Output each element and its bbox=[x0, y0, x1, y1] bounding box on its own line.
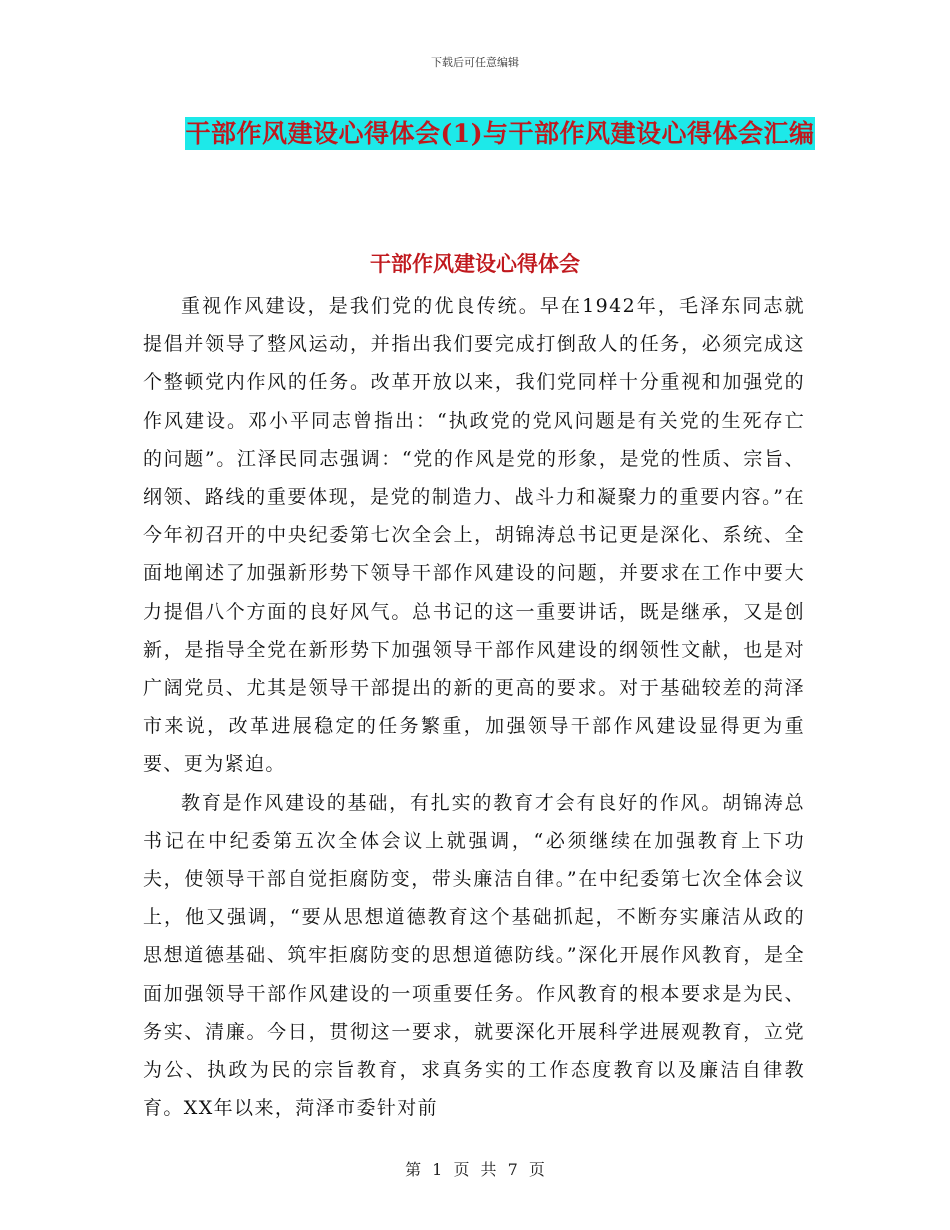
section-title: 干部作风建设心得体会 bbox=[370, 251, 580, 276]
document-title bbox=[150, 110, 850, 158]
body-text bbox=[143, 287, 805, 1127]
document-title-text: 干部作风建设心得体会(1)与干部作风建设心得体会汇编 bbox=[185, 119, 815, 148]
header-note: 下载后可任意编辑 bbox=[431, 56, 519, 69]
page-footer: 第 1 页 共 7 页 bbox=[405, 1160, 545, 1179]
paragraph: 教育是作风建设的基础，有扎实的教育才会有良好的作风。胡锦涛总书记在中纪委第五次全体会议上就强调，“必须继续在加强教育上下功夫，使领导干部自觉拒腐防变，带头廉洁自律。”在中纪委第七次全体会议上，他又强调，“要从思想道德教育这个基础抓起，不断夯实廉洁从政的思想道德基础、筑牢拒腐防变的思想道德防线。”深化开展作风教育，是全面加强领导干部作风建设的一项重要任务。作风教育的根本要求是为民、务实、清廉。今日，贯彻这一要求，就要深化开展科学进展观教育，立党为公、执政为民的宗旨教育，求真务实的工作态度教育以及廉洁自律教育。XX年以来，菏泽市委针对前 bbox=[143, 791, 805, 1120]
paragraph: 重视作风建设，是我们党的优良传统。早在1942年，毛泽东同志就提倡并领导了整风运动，并指出我们要完成打倒敌人的任务，必须完成这个整顿党内作风的任务。改革开放以来，我们党同样十分重视和加强党的作风建设。邓小平同志曾指出：“执政党的党风问题是有关党的生死存亡的问题”。江泽民同志强调：“党的作风是党的形象，是党的性质、宗旨、纲领、路线的重要体现，是党的制造力、战斗力和凝聚力的重要内容。”在今年初召开的中央纪委第七次全会上，胡锦涛总书记更是深化、系统、全面地阐述了加强新形势下领导干部作风建设的问题，并要求在工作中要大力提倡八个方面的良好风气。总书记的这一重要讲话，既是继承，又是创新，是指导全党在新形势下加强领导干部作风建设的纲领性文献，也是对广阔党员、尤其是领导干部提出的新的更高的要求。对于基础较差的菏泽市来说，改革进展稳定的任务繁重，加强领导干部作风建设显得更为重要、更为紧迫。 bbox=[143, 295, 805, 776]
